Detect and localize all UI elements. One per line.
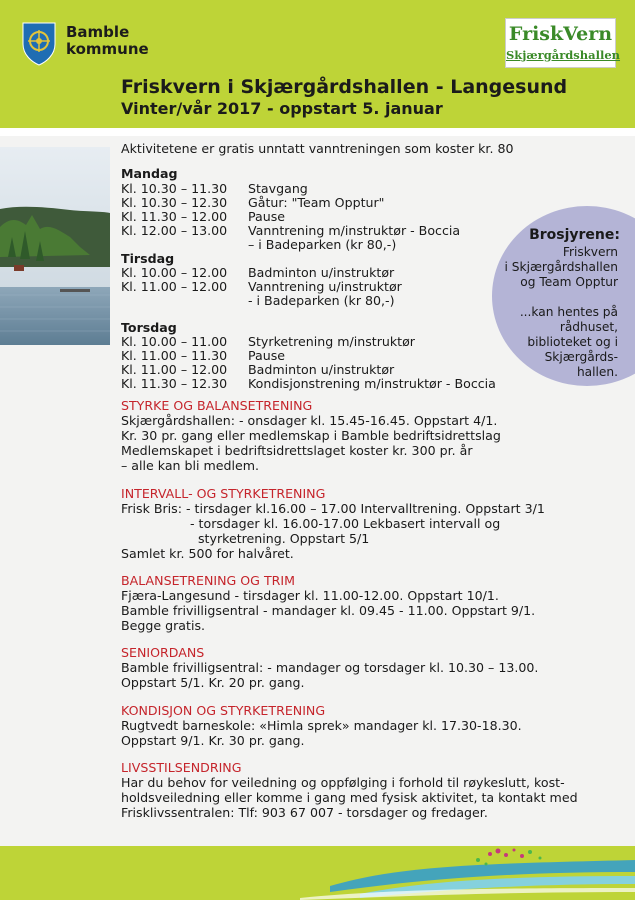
section-line: Kr. 30 pr. gang eller medlemskap i Bamble bedriftsidrettslag xyxy=(121,428,501,443)
schedule-time: Kl. 10.30 – 11.30 xyxy=(121,181,228,196)
section-line: Skjærgårdshallen: - onsdager kl. 15.45-16.45. Oppstart 4/1. xyxy=(121,413,498,428)
section-line: Bamble frivilligsentral - mandager kl. 09.45 - 11.00. Oppstart 9/1. xyxy=(121,603,536,618)
page-subtitle: Vinter/vår 2017 - oppstart 5. januar xyxy=(121,99,443,118)
schedule-activity: Styrketrening m/instruktør xyxy=(248,334,415,349)
section-heading: KONDISJON OG STYRKETRENING xyxy=(121,703,326,718)
brochure-text: hallen. xyxy=(576,365,618,379)
logo-main-text: FriskVern xyxy=(508,23,613,45)
section-line: Begge gratis. xyxy=(121,618,206,633)
schedule-activity: Badminton u/instruktør xyxy=(248,362,395,377)
day-heading-tuesday: Tirsdag xyxy=(121,251,175,266)
schedule-time: Kl. 12.00 – 13.00 xyxy=(121,223,228,238)
schedule-time: Kl. 11.00 – 11.30 xyxy=(121,348,228,363)
schedule-activity: Vanntrening u/instruktør xyxy=(248,279,402,294)
municipality-name-line2: kommune xyxy=(66,40,149,58)
section-line: Rugtvedt barneskole: «Himla sprek» mandager kl. 17.30-18.30. xyxy=(121,718,522,733)
wave-decoration-icon xyxy=(0,846,635,900)
section-heading: SENIORDANS xyxy=(121,645,205,660)
brochure-text: ...kan hentes på xyxy=(519,305,618,319)
section-line: – alle kan bli medlem. xyxy=(121,458,260,473)
section-line: Oppstart 9/1. Kr. 30 pr. gang. xyxy=(121,733,305,748)
section-line: Har du behov for veiledning og oppfølging i forhold til røykeslutt, kost- xyxy=(121,775,565,790)
section-line: Samlet kr. 500 for halvåret. xyxy=(121,546,294,561)
section-line: styrketrening. Oppstart 5/1 xyxy=(198,531,370,546)
schedule-note: – i Badeparken (kr 80,-) xyxy=(248,237,397,252)
section-line: Fjæra-Langesund - tirsdager kl. 11.00-12.00. Oppstart 10/1. xyxy=(121,588,499,603)
schedule-time: Kl. 10.00 – 12.00 xyxy=(121,265,228,280)
municipality-crest-icon xyxy=(22,22,56,66)
schedule-activity: Vanntrening m/instruktør - Boccia xyxy=(248,223,461,238)
section-line: Frisk Bris: - tirsdager kl.16.00 – 17.00 Intervalltrening. Oppstart 3/1 xyxy=(121,501,545,516)
intro-text: Aktivitetene er gratis unntatt vanntreningen som koster kr. 80 xyxy=(121,141,514,156)
schedule-time: Kl. 10.00 – 11.00 xyxy=(121,334,228,349)
schedule-activity: Pause xyxy=(248,209,286,224)
brochure-text: i Skjærgårdshallen xyxy=(504,260,618,274)
brochure-text: og Team Opptur xyxy=(520,275,618,289)
schedule-activity: Gåtur: "Team Opptur" xyxy=(248,195,385,210)
section-heading: STYRKE OG BALANSETRENING xyxy=(121,398,313,413)
schedule-time: Kl. 10.30 – 12.30 xyxy=(121,195,228,210)
page-title: Friskvern i Skjærgårdshallen - Langesund xyxy=(121,76,568,98)
day-heading-thursday: Torsdag xyxy=(121,320,177,335)
schedule-note: - i Badeparken (kr 80,-) xyxy=(248,293,395,308)
municipality-name-line1: Bamble xyxy=(66,23,130,41)
brochure-text: rådhuset, xyxy=(559,320,618,334)
section-line: Frisklivssentralen: Tlf: 903 67 007 - torsdager og fredager. xyxy=(121,805,488,820)
day-heading-monday: Mandag xyxy=(121,166,178,181)
schedule-time: Kl. 11.30 – 12.30 xyxy=(121,376,228,391)
brochure-text: Friskvern xyxy=(562,245,618,259)
section-heading: INTERVALL- OG STYRKETRENING xyxy=(121,486,326,501)
schedule-time: Kl. 11.30 – 12.00 xyxy=(121,209,228,224)
section-line: Medlemskapet i bedriftsidrettslaget koster kr. 300 pr. år xyxy=(121,443,473,458)
section-heading: BALANSETRENING OG TRIM xyxy=(121,573,295,588)
header-divider xyxy=(0,128,635,136)
brochure-text: biblioteket og i xyxy=(527,335,618,349)
schedule-activity: Pause xyxy=(248,348,286,363)
friskvern-logo xyxy=(505,18,621,68)
schedule-activity: Stavgang xyxy=(248,181,308,196)
brochure-text: Skjærgårds- xyxy=(544,350,618,364)
schedule-time: Kl. 11.00 – 12.00 xyxy=(121,362,228,377)
brochure-title: Brosjyrene: xyxy=(529,227,620,243)
schedule-time: Kl. 11.00 – 12.00 xyxy=(121,279,228,294)
logo-sub-text: Skjærgårdshallen xyxy=(506,48,621,62)
municipality-name xyxy=(66,24,149,58)
schedule-activity: Badminton u/instruktør xyxy=(248,265,395,280)
section-line: - torsdager kl. 16.00-17.00 Lekbasert intervall og xyxy=(190,516,501,531)
section-heading: LIVSSTILSENDRING xyxy=(121,760,242,775)
section-line: Oppstart 5/1. Kr. 20 pr. gang. xyxy=(121,675,305,690)
section-line: holdsveiledning eller komme i gang med fysisk aktivitet, ta kontakt med xyxy=(121,790,578,805)
schedule-activity: Kondisjonstrening m/instruktør - Boccia xyxy=(248,376,496,391)
footer-band xyxy=(0,846,635,900)
lake-photo xyxy=(0,147,110,345)
section-line: Bamble frivilligsentral: - mandager og torsdager kl. 10.30 – 13.00. xyxy=(121,660,539,675)
